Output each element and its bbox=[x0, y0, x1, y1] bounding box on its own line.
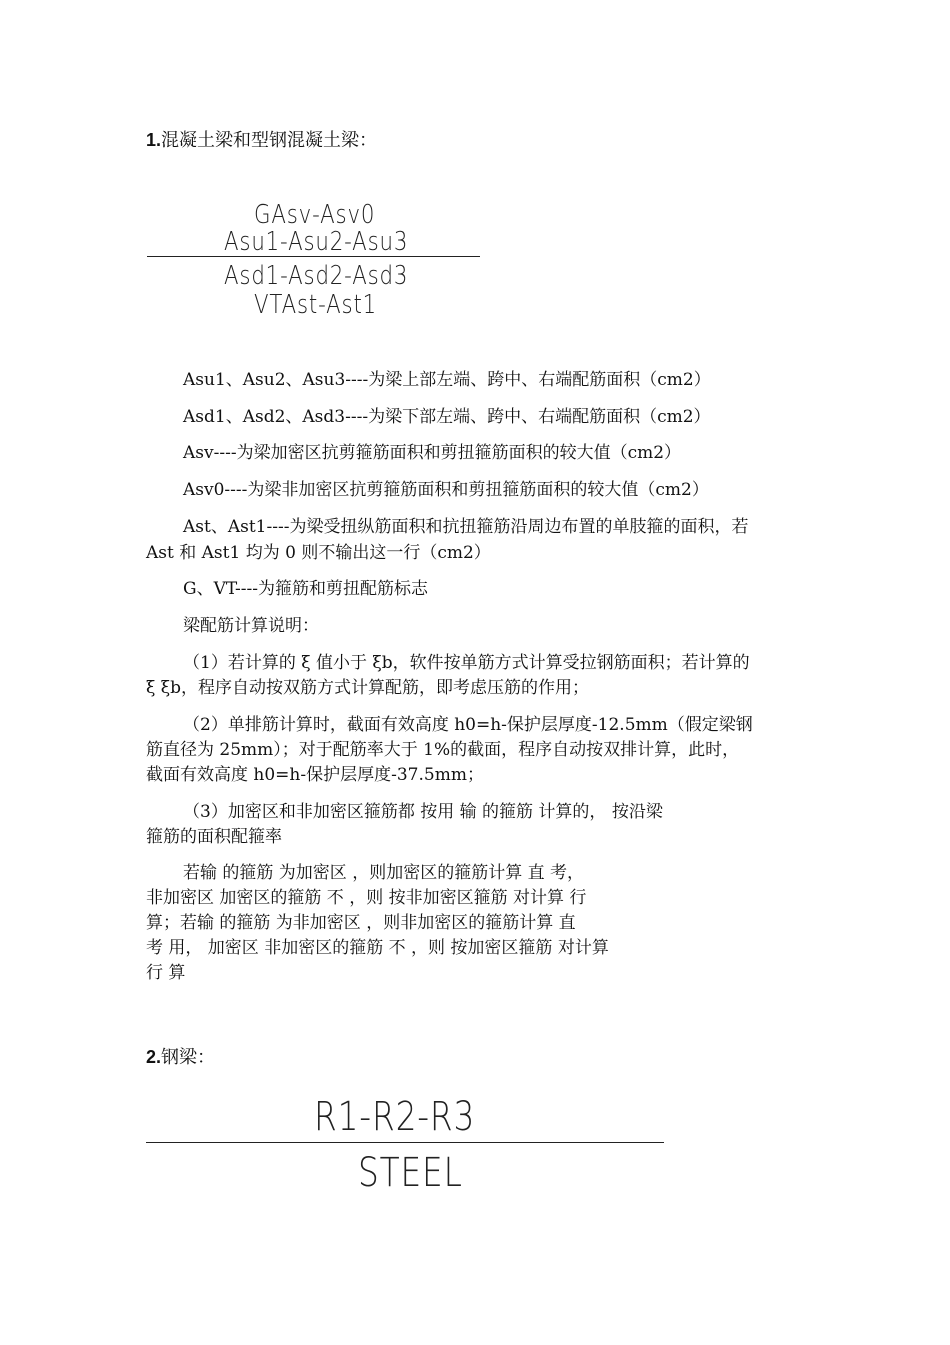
section-1-title: 混凝土梁和型钢混凝土梁： bbox=[161, 130, 378, 151]
note-1-line-1: （1）若计算的 ξ 值小于 ξb，软件按单筋方式计算受拉钢筋面积；若计算的 bbox=[183, 653, 750, 673]
section-1-heading bbox=[146, 126, 377, 152]
formula-2-fraction-bar bbox=[146, 1142, 664, 1143]
formula-1-top-line-2: Asu1-Asu2-Asu3 bbox=[224, 227, 409, 257]
definition-g-vt: G、VT----为箍筋和剪扭配筋标志 bbox=[183, 579, 428, 599]
note-4-line-5: 行 算 bbox=[146, 963, 186, 983]
formula-1-top-line-1: GAsv-Asv0 bbox=[254, 200, 376, 230]
note-3-line-1: （3）加密区和非加密区箍筋都 按用 输 的箍筋 计算的， 按沿梁 bbox=[183, 802, 663, 822]
section-2-title: 钢梁： bbox=[161, 1047, 216, 1068]
definition-asv0: Asv0----为梁非加密区抗剪箍筋面积和剪扭箍筋面积的较大值（cm2） bbox=[183, 480, 709, 500]
note-4-line-1: 若输 的箍筋 为加密区 ，则加密区的箍筋计算 直 考， bbox=[183, 863, 585, 883]
note-4-line-3: 算；若输 的箍筋 为非加密区 ，则非加密区的箍筋计算 直 bbox=[146, 913, 576, 933]
definition-asv: Asv----为梁加密区抗剪箍筋面积和剪扭箍筋面积的较大值（cm2） bbox=[183, 443, 682, 463]
section-1-number: 1. bbox=[146, 130, 162, 150]
formula-1-fraction-bar bbox=[147, 256, 480, 257]
note-4-line-2: 非加密区 加密区的箍筋 不 ，则 按非加密区箍筋 对计算 行 bbox=[146, 888, 587, 908]
definition-ast-line-2: Ast 和 Ast1 均为 0 则不输出这一行（cm2） bbox=[146, 543, 491, 563]
definition-asu: Asu1、Asu2、Asu3----为梁上部左端、跨中、右端配筋面积（cm2） bbox=[183, 370, 711, 390]
formula-1-bottom-line-2: VTAst-Ast1 bbox=[254, 290, 378, 320]
note-3-line-2: 箍筋的面积配箍率 bbox=[146, 827, 282, 847]
formula-2-top: R1-R2-R3 bbox=[314, 1094, 476, 1140]
section-2-heading bbox=[146, 1043, 215, 1069]
definition-ast-line-1: Ast、Ast1----为梁受扭纵筋面积和抗扭箍筋沿周边布置的单肢箍的面积，若 bbox=[183, 517, 749, 537]
formula-2-bottom: STEEL bbox=[358, 1150, 463, 1196]
note-2-line-2: 筋直径为 25mm）；对于配筋率大于 1%的截面，程序自动按双排计算，此时， bbox=[146, 740, 740, 760]
formula-1-bottom-line-1: Asd1-Asd2-Asd3 bbox=[224, 261, 409, 291]
note-1-line-2: ξ ξb，程序自动按双筋方式计算配筋，即考虑压筋的作用； bbox=[146, 678, 590, 698]
note-2-line-3: 截面有效高度 h0=h-保护层厚度-37.5mm； bbox=[146, 765, 484, 785]
notes-title: 梁配筋计算说明： bbox=[183, 616, 319, 636]
section-2-number: 2. bbox=[146, 1047, 162, 1067]
definition-asd: Asd1、Asd2、Asd3----为梁下部左端、跨中、右端配筋面积（cm2） bbox=[183, 407, 711, 427]
note-4-line-4: 考 用， 加密区 非加密区的箍筋 不 ，则 按加密区箍筋 对计算 bbox=[146, 938, 609, 958]
note-2-line-1: （2）单排筋计算时，截面有效高度 h0=h-保护层厚度-12.5mm（假定梁钢 bbox=[183, 715, 753, 735]
